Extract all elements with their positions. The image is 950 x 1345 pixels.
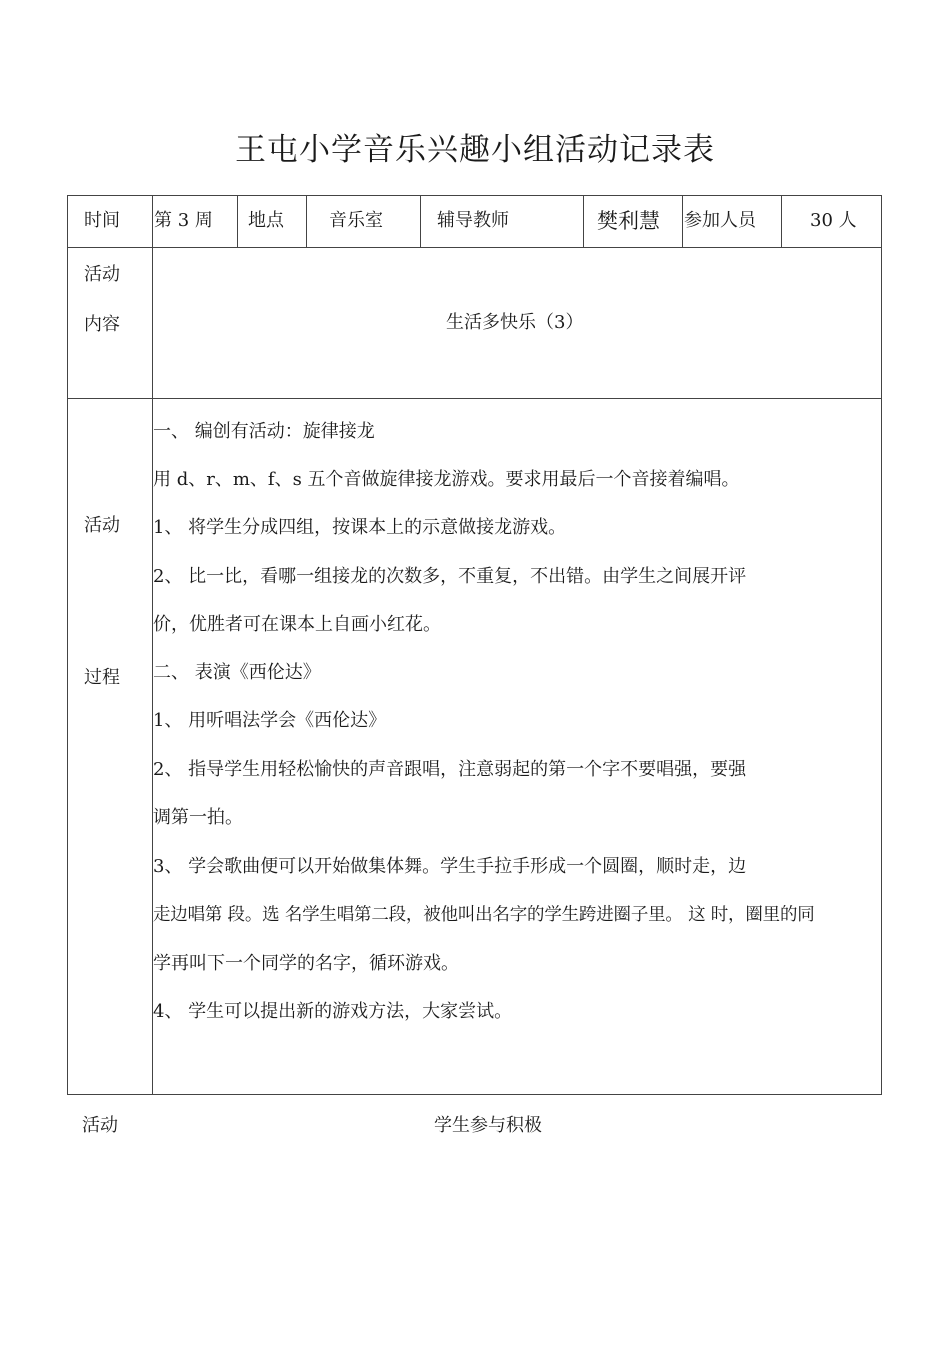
process-line: 一、 编创有活动：旋律接龙 [153,421,375,442]
process-line: 1、 用听唱法学会《西伦达》 [153,710,387,731]
process-line: 走边唱第 段。选 名学生唱第二段，被他叫出名字的学生跨进圈子里。 这 时，圈里的同 [153,905,815,925]
time-value: 第 3 周 [154,210,213,231]
header-divider-3 [420,195,421,247]
content-label-line1: 活动 [84,264,120,285]
page-title: 王屯小学音乐兴趣小组活动记录表 [235,132,715,168]
teacher-label: 辅导教师 [437,210,509,231]
process-label-line2: 过程 [84,667,120,688]
process-line: 2、 指导学生用轻松愉快的声音跟唱，注意弱起的第一个字不要唱强，要强 [153,759,747,780]
evaluation-label: 活动 [82,1115,118,1136]
process-line: 用 d、r、m、f、s 五个音做旋律接龙游戏。要求用最后一个音接着编唱。 [153,469,740,490]
content-label-line2: 内容 [84,314,120,335]
process-line: 1、 将学生分成四组，按课本上的示意做接龙游戏。 [153,517,567,538]
table-border-bottom [67,1094,882,1095]
teacher-value: 樊利慧 [597,209,660,233]
table-border-top [67,195,882,196]
header-divider-6 [781,195,782,247]
process-line: 学再叫下一个同学的名字，循环游戏。 [153,953,459,974]
process-line: 2、 比一比，看哪一组接龙的次数多，不重复，不出错。由学生之间展开评 [153,566,747,587]
process-line: 二、 表演《西伦达》 [153,662,321,683]
process-line: 4、 学生可以提出新的游戏方法，大家尝试。 [153,1001,513,1022]
table-border-right [881,195,882,1095]
process-label-line1: 活动 [84,515,120,536]
place-label: 地点 [248,210,284,231]
evaluation-value: 学生参与积极 [434,1115,542,1136]
header-divider-2 [306,195,307,247]
header-divider-1 [237,195,238,247]
header-divider-4 [583,195,584,247]
participants-label: 参加人员 [684,210,756,231]
place-value: 音乐室 [329,210,383,231]
time-label: 时间 [84,210,120,231]
process-line: 调第一拍。 [153,807,243,828]
participants-value: 30 人 [810,210,857,231]
process-line: 价，优胜者可在课本上自画小红花。 [153,614,441,635]
table-divider-content [67,398,882,399]
header-divider-5 [682,195,683,247]
process-line: 3、 学会歌曲便可以开始做集体舞。学生手拉手形成一个圆圈，顺时走，边 [153,856,747,877]
table-divider-header [67,247,882,248]
table-border-left [67,195,68,1095]
content-value: 生活多快乐（3） [446,312,584,333]
